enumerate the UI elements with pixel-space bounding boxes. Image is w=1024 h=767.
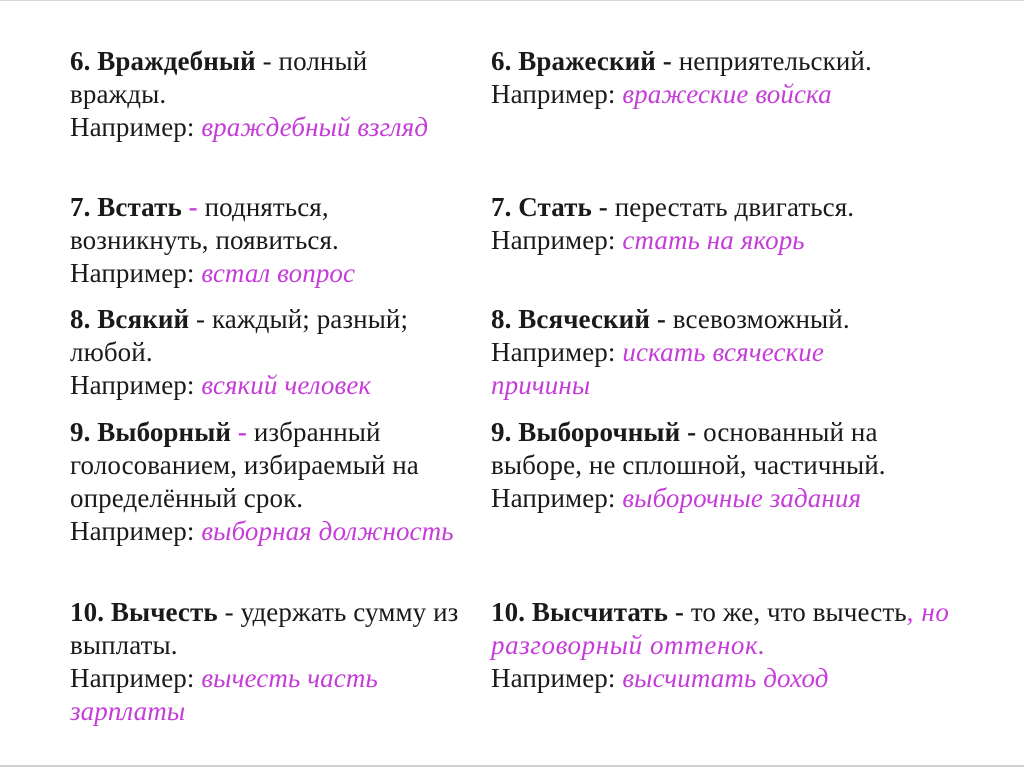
- entry-term: 9. Выборочный: [491, 417, 681, 447]
- example-text: вычесть часть зарплаты: [70, 663, 378, 726]
- example-prefix: Например:: [70, 112, 202, 142]
- entry-definition: основанный на выборе, не сплошной, частичный.: [491, 417, 886, 480]
- entry-term: 8. Всякий: [70, 304, 190, 334]
- entry-dash: -: [255, 46, 279, 76]
- example-text: всякий человек: [201, 370, 372, 400]
- entry-term: 10. Вычесть: [70, 597, 218, 627]
- example-text: враждебный взгляд: [201, 112, 429, 142]
- entry-definition: неприятельский.: [678, 46, 872, 76]
- entry-term: 10. Высчитать: [491, 597, 669, 627]
- entry-term: 9. Выборный: [70, 417, 232, 447]
- entry-dash: -: [591, 192, 615, 222]
- example-text: высчитать доход: [622, 663, 829, 693]
- entry-term: 6. Враждебный: [70, 46, 256, 76]
- example-text: выборная должность: [201, 516, 454, 546]
- entry-left-8: [70, 303, 465, 402]
- entry-left-10: [70, 596, 465, 728]
- entry-definition: полный вражды.: [70, 46, 368, 109]
- example-prefix: Например:: [491, 79, 623, 109]
- entry-term: 7. Стать: [491, 192, 592, 222]
- example-prefix: Например:: [491, 337, 623, 367]
- example-prefix: Например:: [70, 663, 202, 693]
- entry-left-7: [70, 191, 465, 290]
- example-text: искать всяческие причины: [491, 337, 824, 400]
- entry-right-8: [491, 303, 911, 402]
- entry-definition: подняться, возникнуть, появиться.: [70, 192, 339, 255]
- entry-dash: -: [181, 192, 205, 222]
- example-prefix: Например:: [491, 483, 623, 513]
- example-prefix: Например:: [70, 258, 202, 288]
- example-prefix: Например:: [70, 370, 202, 400]
- slide-top-border: [0, 0, 1024, 1]
- entry-right-6: [491, 45, 991, 111]
- entry-dash: -: [680, 417, 704, 447]
- entry-term: 7. Встать: [70, 192, 182, 222]
- entry-definition: всевозможный.: [672, 304, 850, 334]
- example-text: выборочные задания: [622, 483, 862, 513]
- entry-definition: то же, что вычесть: [690, 597, 907, 627]
- entry-term: 6. Вражеский: [491, 46, 656, 76]
- entry-definition: каждый; разный; любой.: [70, 304, 409, 367]
- entry-definition: удержать сумму из выплаты.: [70, 597, 459, 660]
- example-prefix: Например:: [491, 225, 623, 255]
- entry-dash: -: [189, 304, 212, 334]
- entry-dash: -: [655, 46, 679, 76]
- example-text: встал вопрос: [201, 258, 356, 288]
- example-prefix: Например:: [491, 663, 623, 693]
- example-text: вражеские войска: [622, 79, 832, 109]
- entry-definition: избранный голосованием, избираемый на определённый срок.: [70, 417, 419, 513]
- entry-dash: -: [668, 597, 691, 627]
- entry-right-7: [491, 191, 991, 257]
- entry-note: , но разговорный оттенок.: [491, 597, 950, 660]
- entry-right-9: [491, 416, 971, 515]
- entry-dash: -: [650, 304, 673, 334]
- example-prefix: Например:: [70, 516, 202, 546]
- entry-dash: -: [217, 597, 241, 627]
- entry-left-6: [70, 45, 465, 144]
- entry-right-10: [491, 596, 991, 695]
- entry-left-9: [70, 416, 465, 548]
- entry-dash: -: [231, 417, 254, 447]
- entry-term: 8. Всяческий: [491, 304, 650, 334]
- entry-definition: перестать двигаться.: [614, 192, 855, 222]
- example-text: стать на якорь: [622, 225, 805, 255]
